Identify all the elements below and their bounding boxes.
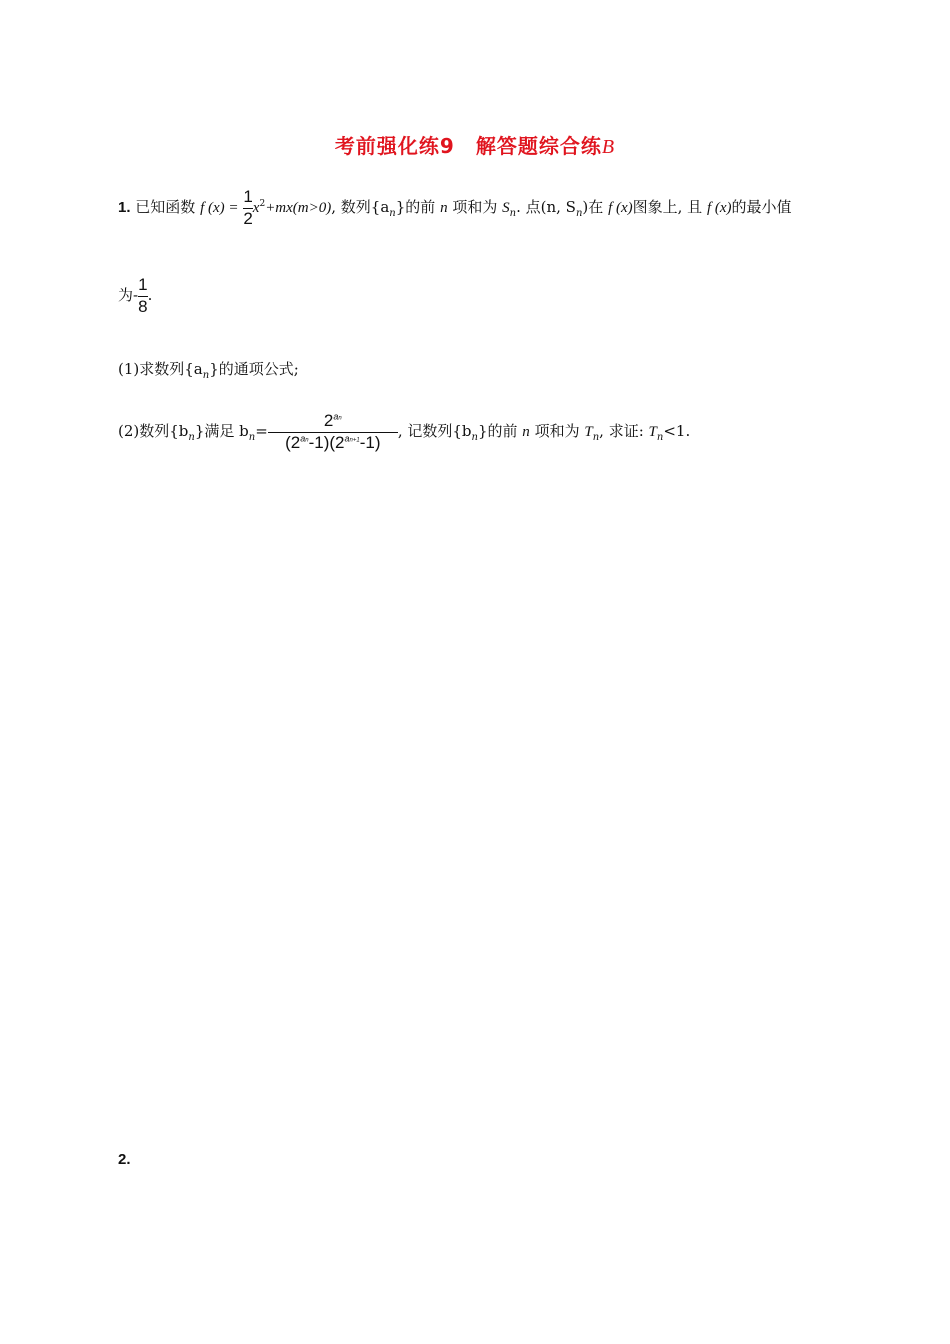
q1-mid4: . 点(n, S: [516, 198, 576, 217]
eighth-fraction: [138, 276, 147, 316]
den-exp2-sub: n+1: [349, 437, 360, 444]
q1-part2: [118, 412, 690, 452]
T2-sub: n: [656, 432, 664, 444]
q1-end: 的最小值: [731, 198, 792, 217]
q1-part1: [118, 358, 299, 381]
part2-after: , 记数列{b: [397, 422, 472, 441]
half-den: 2: [243, 208, 253, 228]
fx2: f (x): [608, 200, 633, 217]
num-exp-sub: n: [338, 415, 342, 422]
q1-mid2: }的前: [395, 198, 436, 217]
q1-line2-prefix: 为: [118, 286, 134, 305]
fx3: f (x): [706, 200, 732, 217]
bn-fraction: [268, 412, 398, 452]
n-var: n: [440, 200, 448, 217]
minus-sign: -: [133, 286, 139, 305]
x-var: x: [252, 200, 260, 217]
part2-n: n: [522, 424, 530, 441]
den-3: -1): [359, 432, 381, 452]
half-fraction: [243, 188, 252, 228]
q1-line2: [118, 276, 152, 316]
part2-prefix: (2)数列{b: [118, 422, 189, 441]
period: .: [147, 286, 153, 305]
bn-den: [268, 434, 398, 453]
part2-after3: 项和为: [534, 422, 580, 441]
title-main: 考前强化练9 解答题综合练: [334, 134, 602, 158]
q1-func: f (x) =: [200, 200, 239, 217]
q1-mid3: 项和为: [452, 198, 498, 217]
part2-mid: }满足 b: [194, 422, 249, 441]
eighth-num: 1: [138, 275, 148, 294]
part1-text: (1)求数列{a: [118, 360, 203, 378]
part2-after2: }的前: [477, 422, 518, 441]
num-base: 2: [323, 411, 334, 430]
part1-end: }的通项公式;: [209, 360, 299, 378]
den-exp1: a: [300, 433, 306, 444]
part1-sub: n: [202, 370, 210, 381]
title-letter: B: [601, 136, 616, 158]
q1-mid: , 数列{a: [331, 198, 390, 217]
T-sub: n: [592, 432, 600, 444]
S-var: S: [502, 200, 510, 217]
S-sub: n: [509, 208, 517, 220]
den-exp1-sub: n: [305, 437, 309, 444]
part2-sub3: n: [471, 432, 478, 444]
equals: =: [255, 422, 268, 441]
den-exp2: a: [344, 433, 350, 444]
eighth-den: 8: [138, 296, 148, 316]
part2-after4: , 求证:: [599, 422, 644, 441]
page-title: [0, 130, 950, 159]
q1-intro: 已知函数: [135, 198, 196, 217]
den-2: -1)(2: [308, 432, 345, 452]
part2-sub: n: [188, 432, 195, 444]
bn-num: [268, 412, 398, 431]
T-var: T: [584, 424, 593, 441]
part2-sub2: n: [248, 432, 256, 444]
q2-line: [118, 1150, 131, 1168]
an-sub: n: [389, 208, 396, 220]
q1-number: 1.: [118, 199, 131, 217]
q1-mid6: 图象上, 且: [632, 198, 703, 217]
part2-end: <1.: [663, 422, 691, 441]
half-num: 1: [243, 187, 253, 206]
q1-mid5: )在: [582, 198, 604, 217]
square-exp: 2: [259, 199, 266, 210]
T2-var: T: [648, 424, 657, 441]
q1-line1: [118, 188, 792, 228]
den-1: (2: [285, 432, 301, 452]
q1-rest: +mx(m>0): [265, 200, 332, 217]
q2-number: 2.: [118, 1151, 131, 1168]
num-exp: a: [333, 411, 339, 422]
S-sub2: n: [575, 208, 583, 220]
